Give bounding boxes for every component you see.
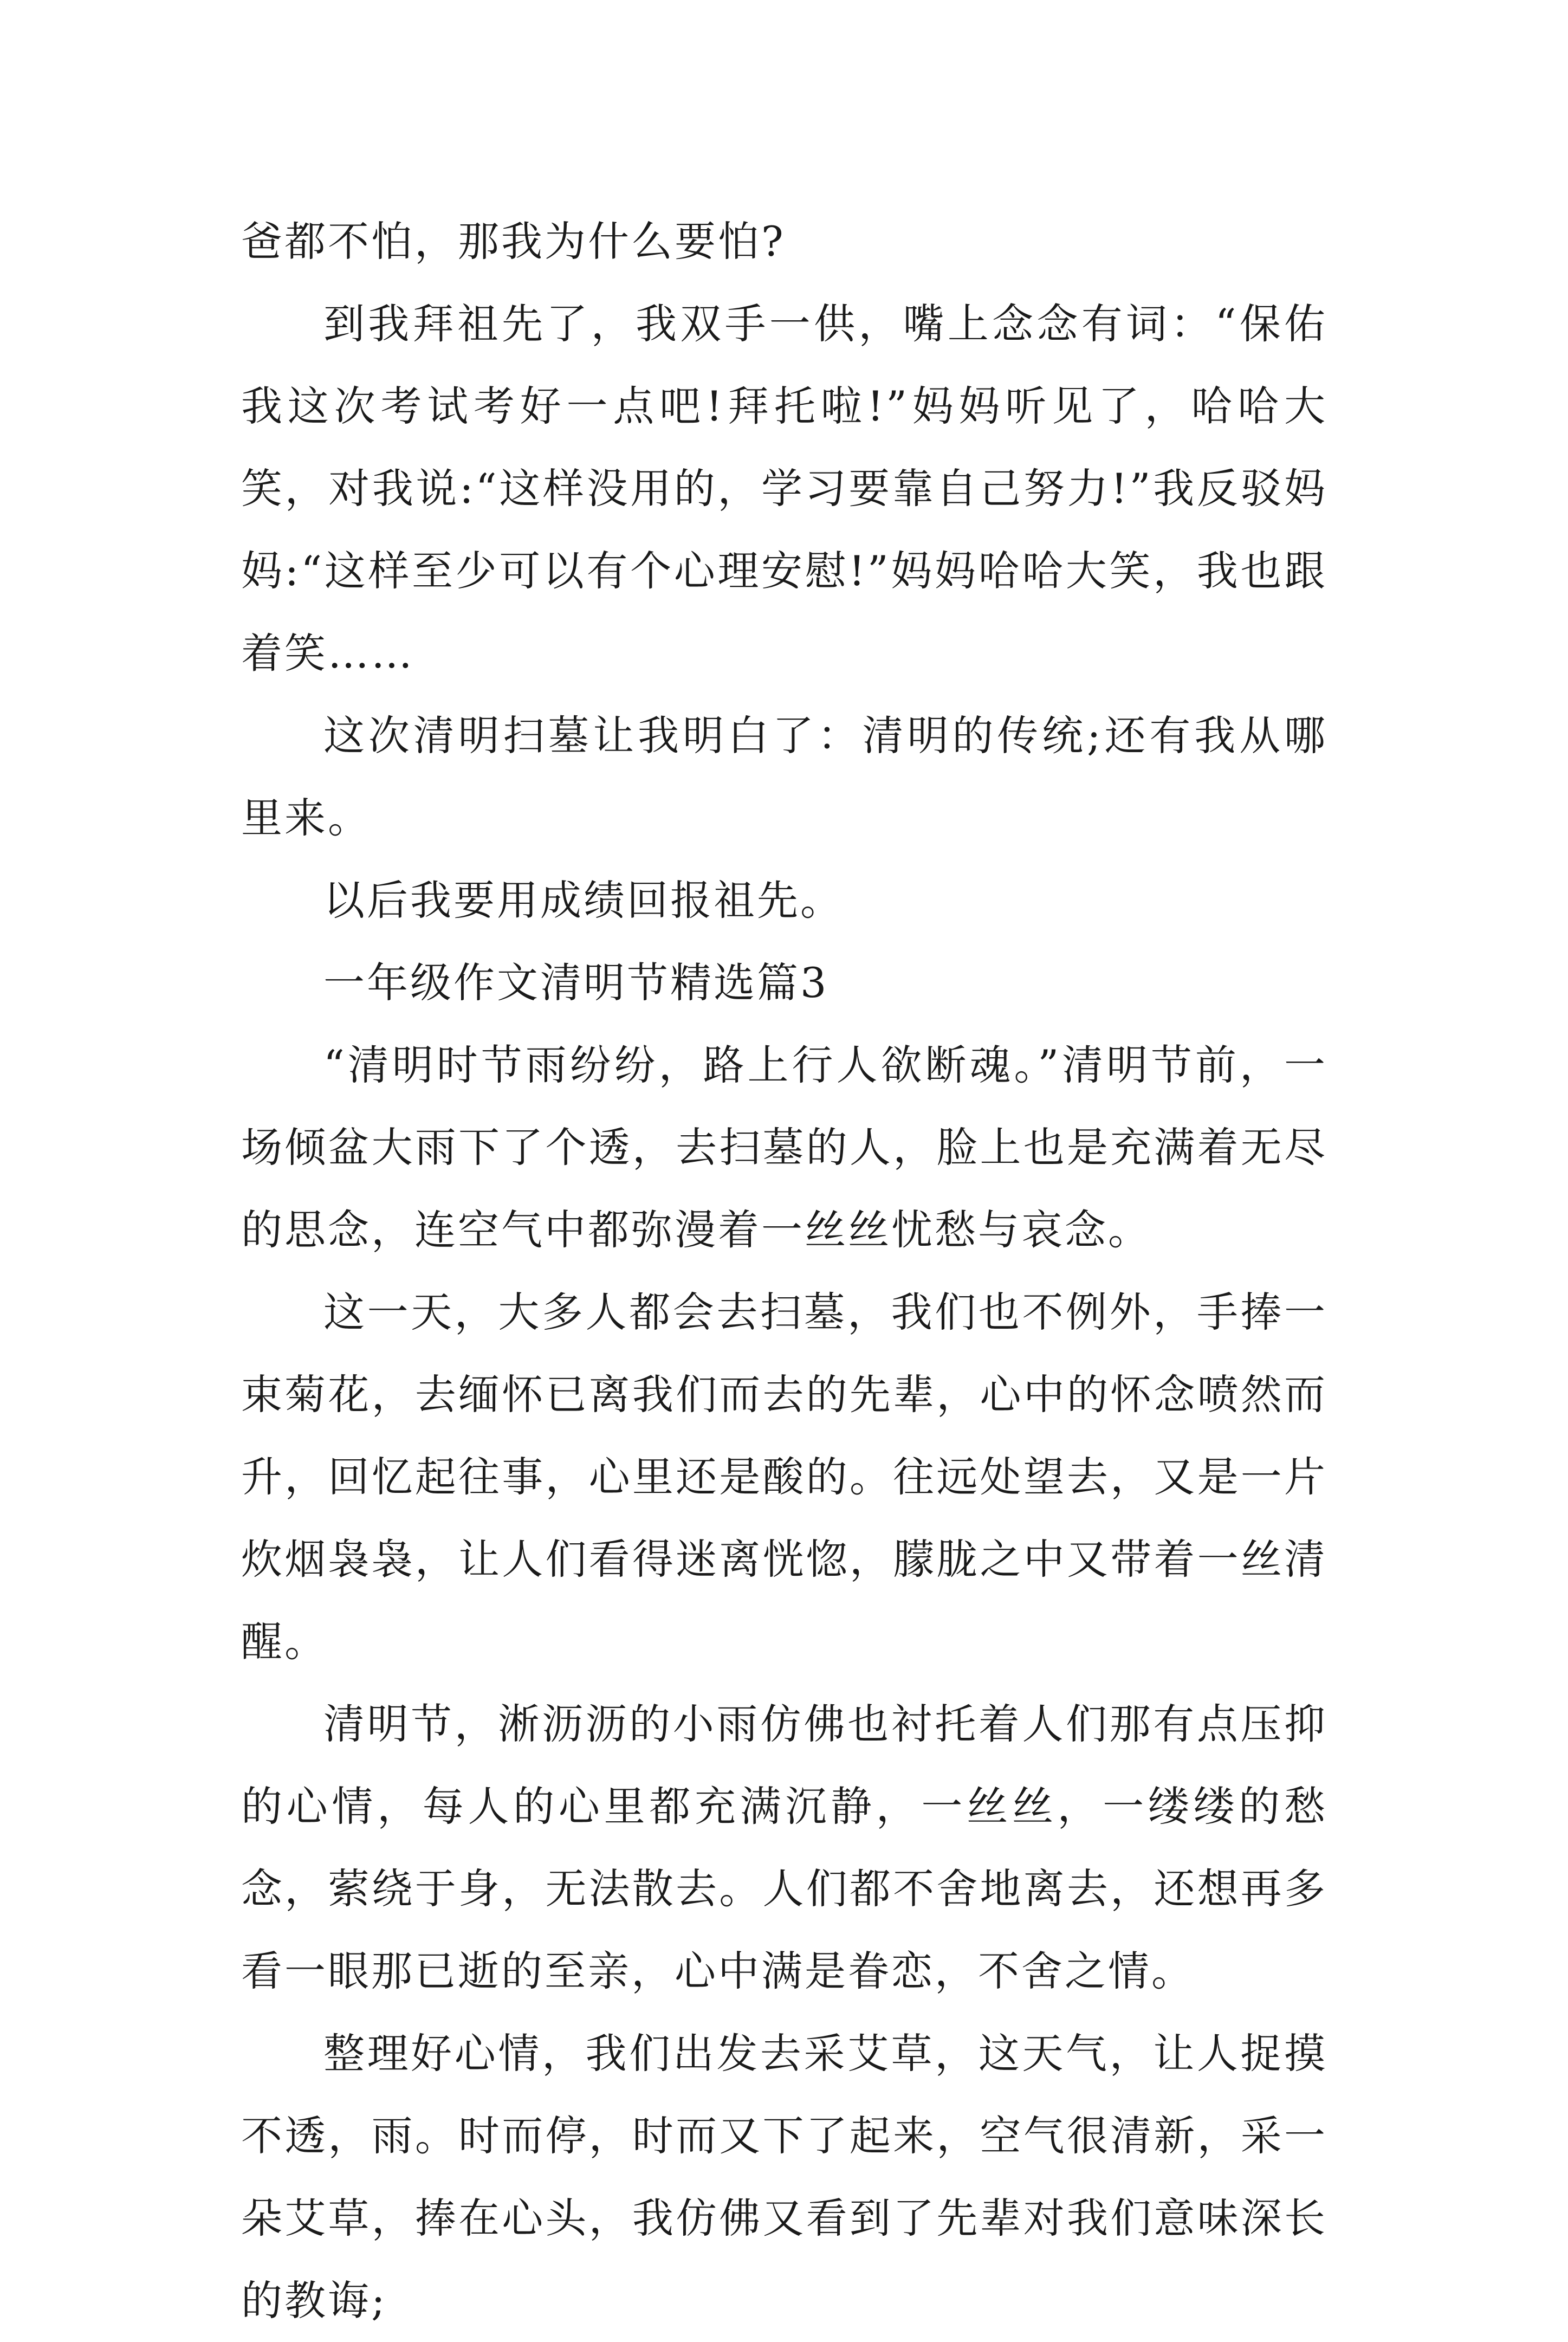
document-body [241,200,1327,2342]
paragraph-mugwort: 整理好心情，我们出发去采艾草，这天气，让人捉摸不透，雨。时而停，时而又下了起来，空气很清新，采一朵艾草，捧在心头，我仿佛又看到了先辈对我们意味深长的教诲; [241,2029,1327,2325]
paragraph-lesson: 这次清明扫墓让我明白了：清明的传统;还有我从哪里来。 [241,711,1327,842]
essay-title: 一年级作文清明节精选篇3 [323,959,829,1007]
paragraph-continuation: 爸都不怕，那我为什么要怕? [241,217,786,266]
paragraph-ancestor-worship: 到我拜祖先了，我双手一供，嘴上念念有词：“保佑我这次考试考好一点吧!拜托啦!”妈妈听见了，哈哈大笑，对我说:“这样没用的，学习要靠自己努力!”我反驳妈妈:“这样至少可以有个心理安慰!”妈妈哈哈大笑，我也跟着笑…… [241,300,1327,677]
paragraph-poem-opening: “清明时节雨纷纷，路上行人欲断魂。”清明节前，一场倾盆大雨下了个透，去扫墓的人，脸上也是充满着无尽的思念，连空气中都弥漫着一丝丝忧愁与哀念。 [241,1041,1327,1254]
paragraph-resolution: 以后我要用成绩回报祖先。 [323,876,844,924]
paragraph-tomb-sweeping: 这一天，大多人都会去扫墓，我们也不例外，手捧一束菊花，去缅怀已离我们而去的先辈，心中的怀念喷然而升，回忆起往事，心里还是酸的。往远处望去，又是一片炊烟袅袅，让人们看得迷离恍惚，朦胧之中又带着一丝清醒。 [241,1288,1327,1666]
paragraph-drizzle-mood: 清明节，淅沥沥的小雨仿佛也衬托着人们那有点压抑的心情，每人的心里都充满沉静，一丝丝，一缕缕的愁念，萦绕于身，无法散去。人们都不舍地离去，还想再多看一眼那已逝的至亲，心中满是眷恋，不舍之情。 [241,1700,1327,1995]
